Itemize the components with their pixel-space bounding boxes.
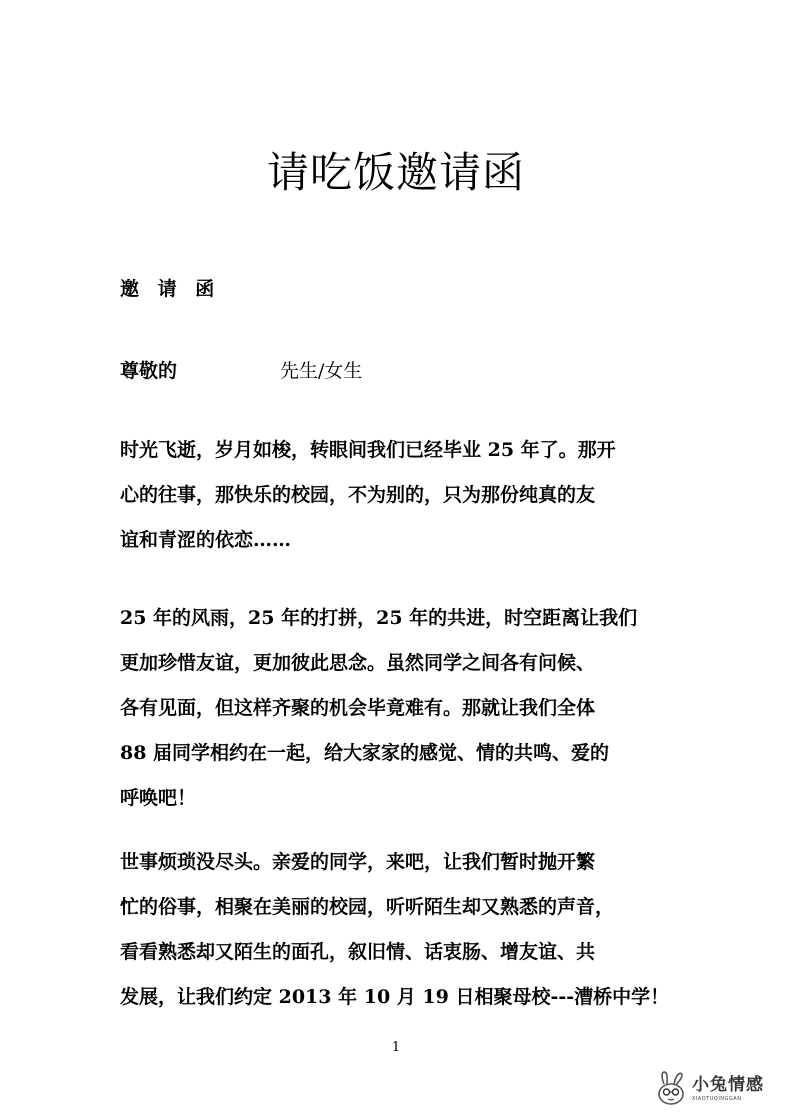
watermark (654, 1066, 778, 1112)
salutation-suffix: 先生/女生 (280, 360, 363, 382)
paragraph-line: 25 年的风雨，25 年的打拼，25 年的共进，时空距离让我们 (120, 607, 638, 629)
paragraph-2 (120, 596, 680, 821)
watermark-sub: XIAOTUQINGGAN (692, 1096, 742, 1102)
paragraph-line: 心的往事，那快乐的校园，不为别的，只为那份纯真的友 (120, 484, 596, 506)
page-number: 1 (391, 1040, 401, 1055)
paragraph-line: 发展，让我们约定 2013 年 10 月 19 日相聚母校---漕桥中学！ (120, 986, 670, 1008)
paragraph-line: 世事烦琐没尽头。亲爱的同学，来吧，让我们暂时抛开繁 (120, 851, 596, 873)
paragraph-1 (120, 428, 680, 563)
paragraph-line: 更加珍惜友谊，更加彼此思念。虽然同学之间各有问候、 (120, 652, 596, 674)
rabbit-logo-icon (654, 1070, 688, 1108)
paragraph-line: 时光飞逝，岁月如梭，转眼间我们已经毕业 25 年了。那开 (120, 439, 616, 461)
paragraph-3 (120, 840, 680, 1020)
watermark-name: 小兔情感 (692, 1075, 764, 1095)
salutation-greeting: 尊敬的 (120, 360, 178, 382)
paragraph-line: 谊和青涩的依恋…… (120, 529, 292, 551)
paragraph-line: 各有见面，但这样齐聚的机会毕竟难有。那就让我们全体 (120, 697, 596, 719)
document-title: 请吃饭邀请函 (266, 148, 525, 197)
paragraph-line: 呼唤吧！ (120, 787, 197, 809)
paragraph-line: 忙的俗事，相聚在美丽的校园，听听陌生却又熟悉的声音， (120, 896, 615, 918)
document-subtitle: 邀 请 函 (120, 278, 221, 300)
paragraph-line: 看看熟悉却又陌生的面孔，叙旧情、话衷肠、增友谊、共 (120, 941, 596, 963)
paragraph-line: 88 届同学相约在一起，给大家家的感觉、情的共鸣、爱的 (120, 742, 610, 764)
